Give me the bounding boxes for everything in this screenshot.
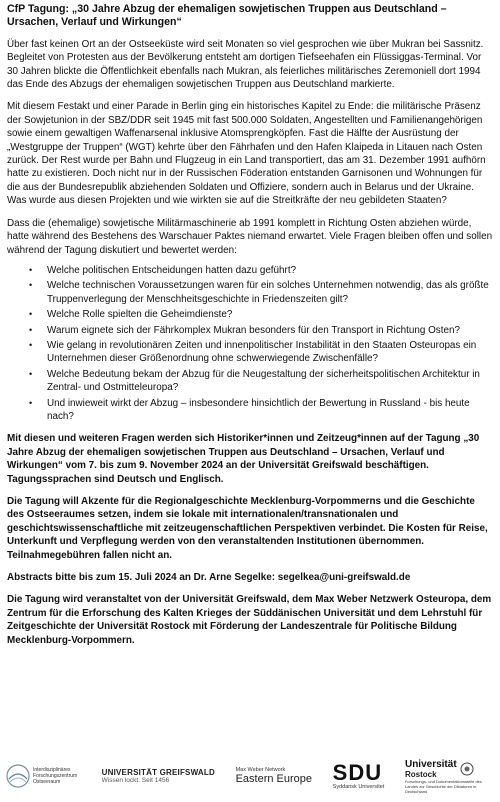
questions-list (7, 264, 493, 423)
paragraph-questions-intro: Dass die (ehemalige) sowjetische Militärmaschinerie ab 1991 komplett in Richtung Osten abziehen würde, hatte während des Bestehens des Warschauer Paktes niemand erwartet. Viele Fragen bleiben offen und sollen während der Tagung diskutiert und bewertet werden: (7, 217, 493, 256)
izfo-emblem-icon (5, 763, 31, 789)
max-weber-network-logo: Max Weber Network Eastern Europe (235, 767, 313, 785)
logo-footer (0, 750, 500, 802)
bullet-icon: • (29, 309, 33, 320)
bullet-icon: • (29, 368, 33, 379)
paragraph-organizers: Die Tagung wird veranstaltet von der Universität Greifswald, dem Max Weber Netzwerk Osteuropa, dem Zentrum für die Erforschung des Kalten Krieges der Süddänischen Universität und dem Lehrstuhl für Zeitgeschichte der Universität Rostock mit Förderung der Landeszentrale für Politische Bildung Mecklenburg-Vorpommern. (7, 594, 492, 646)
question-item: • Welche Rolle spielten die Geheimdienste? (29, 309, 233, 321)
bullet-icon: • (29, 339, 33, 350)
paragraph-abstracts: Abstracts bitte bis zum 15. Juli 2024 an Dr. Arne Segelke: segelkea@uni-greifswald.de (7, 572, 411, 584)
question-item: • Wie gelang in revolutionären Zeiten und innenpolitischer Instabilität in den Staaten Osteuropas ein Unternehmen dieser Größenordnung ohne schwerwiegende Zwischenfälle? (29, 339, 477, 365)
bullet-icon: • (29, 264, 33, 275)
question-item: • Welche politischen Entscheidungen hatten dazu geführt? (29, 264, 297, 276)
paragraph-history: Mit diesem Festakt und einer Parade in Berlin ging ein historisches Kapitel zu Ende: die militärische Präsenz der Sowjetunion in der SBZ/DDR seit 1945 mit fast 500.000 Soldaten, Angestellten und Familienangehörigen sowie einem gewaltigen Waffenarsenal inklusive Atomsprengköpfen. Fast die Hälfte der Ausrüstung der „Westgruppe der Truppen“ (WGT) kehrte über den Fährhafen und den Hafen Klaipeda in Litauen nach Osten zurück. Der Rest wurde per Bahn und Flugzeug in ein Land transportiert, das am 31. Dezember 1991 aufhörn hatte zu existieren. Doch nicht nur in der Russischen Föderation entstanden Garnisonen und Wohnungen für die aus der Bundesrepublik abziehenden Soldaten und Offiziere, sondern auch in Belarus und der Ukraine. Was wurde aus diesen Projekten und wie wirkten sie auf die Streitkräfte der neu gebildeten Staaten? (7, 101, 486, 207)
bullet-icon: • (29, 397, 33, 408)
paragraph-conference: Mit diesen und weiteren Fragen werden sich Historiker*innen und Zeitzeug*innen auf der Tagung „30 Jahre Abzug der ehemaligen sowjetischen Truppen aus Deutschland – Ursachen, Verlauf und Wirkungen“ vom 7. bis zum 9. November 2024 an der Universität Greifswald beschäftigen. Tagungssprachen sind Deutsch und Englisch. (7, 433, 480, 485)
question-item: • Welche technischen Voraussetzungen waren für ein solches Unternehmen notwendig, das als größte Truppenverlegung der Menschheitsgeschichte in Friedenszeiten gilt? (29, 280, 489, 305)
sdu-logo: SDU Syddansk Universitet (332, 760, 385, 790)
question-item: • Warum eignete sich der Fährkomplex Mukran besonders für den Transport in Richtung Osten? (29, 324, 460, 336)
university-rostock-logo: Universität Rostock Forschungs- und Dokumentationsstelle des Landes zur Geschichte der Diktaturen in Deutschland (404, 758, 482, 794)
bullet-icon: • (29, 324, 33, 335)
question-item: • Und inwieweit wirkt der Abzug – insbesondere hinsichtlich der Bewertung in Russland - bis heute nach? (29, 397, 470, 422)
rostock-seal-icon (460, 762, 474, 776)
document-title: CfP Tagung: „30 Jahre Abzug der ehemaligen sowjetischen Truppen aus Deutschland – Ursachen, Verlauf und Wirkungen“ (7, 3, 447, 29)
izfo-logo: Interdisziplinäres Forschungszentrum Ostseeraum (5, 763, 81, 789)
document-page (7, 3, 493, 656)
paragraph-focus: Die Tagung will Akzente für die Regionalgeschichte Mecklenburg-Vorpommerns und die Geschichte des Ostseeraumes setzen, indem sie lokale mit internationalen/transnationalen und geschichtswissenschaftliche mit zeitzeugenschaftlichen Perspektiven verbindet. Die Kosten für Reise, Unterkunft und Verpflegung werden von den veranstaltenden Institutionen übernommen. Teilnahmegebühren fallen nicht an. (7, 496, 488, 561)
university-greifswald-logo: UNIVERSITÄT GREIFSWALD Wissen lockt. Seit 1456 (101, 768, 215, 784)
paragraph-intro: Über fast keinen Ort an der Ostseeküste wird seit Monaten so viel gesprochen wie über Mukran bei Sassnitz. Begleitet von Protesten aus der Bevölkerung entsteht am dortigen Tiefseehafen ein Flüssiggas-Terminal. Vor 30 Jahren blickte die Öffentlichkeit ebenfalls nach Mukran, als feierliches militärisches Zeremoniell dort 1994 das Ende des Abzugs der ehemaligen sowjetischen Truppen aus Deutschland markierte. (7, 38, 484, 91)
question-item: • Welche Bedeutung bekam der Abzug für die Neugestaltung der sicherheitspolitischen Architektur in Zentral- und Ostmitteleuropa? (29, 368, 480, 394)
bullet-icon: • (29, 280, 33, 291)
